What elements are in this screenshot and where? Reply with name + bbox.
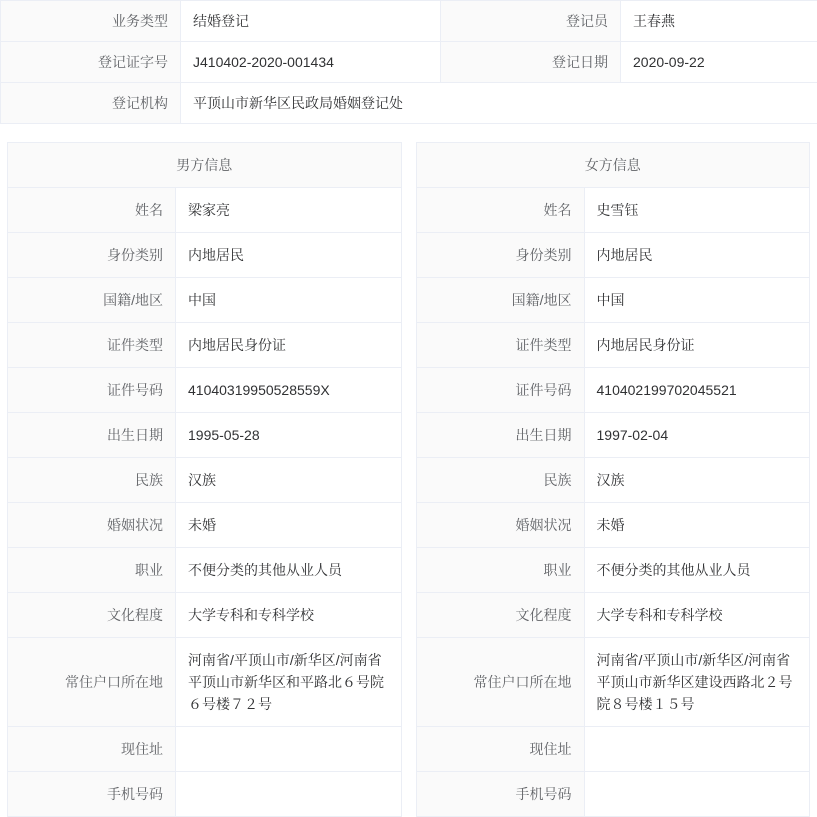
table-row — [416, 503, 810, 548]
table-row — [8, 772, 402, 817]
female-birthdate-value: 1997-02-04 — [584, 413, 810, 458]
male-birthdate-label: 出生日期 — [8, 413, 176, 458]
panel-male-title: 男方信息 — [7, 142, 402, 187]
female-occupation-value: 不便分类的其他从业人员 — [584, 548, 810, 593]
male-occupation-value: 不便分类的其他从业人员 — [176, 548, 402, 593]
male-name-label: 姓名 — [8, 188, 176, 233]
male-phone-value — [176, 772, 402, 817]
table-row — [8, 278, 402, 323]
male-info-table — [7, 187, 402, 817]
table-row — [8, 503, 402, 548]
female-id-number-value: 410402199702045521 — [584, 368, 810, 413]
male-ethnicity-label: 民族 — [8, 458, 176, 503]
table-row — [416, 593, 810, 638]
table-row — [416, 413, 810, 458]
person-panels — [0, 124, 817, 817]
panel-male — [7, 142, 402, 817]
registration-org-value: 平顶山市新华区民政局婚姻登记处 — [181, 83, 817, 124]
female-id-type-label: 证件类型 — [416, 323, 584, 368]
table-row — [416, 458, 810, 503]
business-type-label: 业务类型 — [1, 1, 181, 42]
female-info-table — [416, 187, 811, 817]
male-nationality-value: 中国 — [176, 278, 402, 323]
table-row — [8, 188, 402, 233]
table-row — [1, 42, 817, 83]
male-household-address-label: 常住户口所在地 — [8, 638, 176, 727]
registrar-value: 王春燕 — [621, 1, 817, 42]
registration-org-label: 登记机构 — [1, 83, 181, 124]
female-education-value: 大学专科和专科学校 — [584, 593, 810, 638]
table-row — [8, 323, 402, 368]
male-current-address-label: 现住址 — [8, 727, 176, 772]
female-nationality-value: 中国 — [584, 278, 810, 323]
female-current-address-label: 现住址 — [416, 727, 584, 772]
registration-date-value: 2020-09-22 — [621, 42, 817, 83]
table-row — [1, 83, 817, 124]
table-row — [8, 413, 402, 458]
female-ethnicity-label: 民族 — [416, 458, 584, 503]
table-row — [8, 233, 402, 278]
table-row — [416, 278, 810, 323]
male-identity-type-label: 身份类别 — [8, 233, 176, 278]
female-name-value: 史雪钰 — [584, 188, 810, 233]
table-row — [416, 772, 810, 817]
registration-summary-table — [0, 0, 817, 124]
panel-female — [416, 142, 811, 817]
male-id-number-label: 证件号码 — [8, 368, 176, 413]
male-ethnicity-value: 汉族 — [176, 458, 402, 503]
male-household-address-value: 河南省/平顶山市/新华区/河南省平顶山市新华区和平路北６号院６号楼７２号 — [176, 638, 402, 727]
female-birthdate-label: 出生日期 — [416, 413, 584, 458]
table-row — [8, 638, 402, 727]
registration-summary-body — [1, 1, 817, 124]
certificate-number-label: 登记证字号 — [1, 42, 181, 83]
female-id-type-value: 内地居民身份证 — [584, 323, 810, 368]
table-row — [8, 727, 402, 772]
male-birthdate-value: 1995-05-28 — [176, 413, 402, 458]
female-marital-status-label: 婚姻状况 — [416, 503, 584, 548]
female-marital-status-value: 未婚 — [584, 503, 810, 548]
male-occupation-label: 职业 — [8, 548, 176, 593]
female-current-address-value — [584, 727, 810, 772]
business-type-value: 结婚登记 — [181, 1, 441, 42]
table-row — [416, 188, 810, 233]
female-household-address-label: 常住户口所在地 — [416, 638, 584, 727]
male-identity-type-value: 内地居民 — [176, 233, 402, 278]
table-row — [8, 548, 402, 593]
table-row — [8, 368, 402, 413]
male-info-body — [8, 188, 402, 817]
female-identity-type-label: 身份类别 — [416, 233, 584, 278]
female-phone-value — [584, 772, 810, 817]
male-marital-status-label: 婚姻状况 — [8, 503, 176, 548]
male-education-label: 文化程度 — [8, 593, 176, 638]
female-info-body — [416, 188, 810, 817]
table-row — [416, 368, 810, 413]
male-name-value: 梁家亮 — [176, 188, 402, 233]
female-ethnicity-value: 汉族 — [584, 458, 810, 503]
male-current-address-value — [176, 727, 402, 772]
male-id-type-label: 证件类型 — [8, 323, 176, 368]
female-name-label: 姓名 — [416, 188, 584, 233]
table-row — [8, 458, 402, 503]
registration-date-label: 登记日期 — [441, 42, 621, 83]
male-phone-label: 手机号码 — [8, 772, 176, 817]
female-identity-type-value: 内地居民 — [584, 233, 810, 278]
male-id-number-value: 41040319950528559X — [176, 368, 402, 413]
registrar-label: 登记员 — [441, 1, 621, 42]
female-occupation-label: 职业 — [416, 548, 584, 593]
female-phone-label: 手机号码 — [416, 772, 584, 817]
table-row — [416, 548, 810, 593]
table-row — [416, 638, 810, 727]
table-row — [416, 323, 810, 368]
certificate-number-value: J410402-2020-001434 — [181, 42, 441, 83]
female-household-address-value: 河南省/平顶山市/新华区/河南省平顶山市新华区建设西路北２号院８号楼１５号 — [584, 638, 810, 727]
male-marital-status-value: 未婚 — [176, 503, 402, 548]
male-nationality-label: 国籍/地区 — [8, 278, 176, 323]
table-row — [8, 593, 402, 638]
female-nationality-label: 国籍/地区 — [416, 278, 584, 323]
panel-female-title: 女方信息 — [416, 142, 811, 187]
table-row — [416, 727, 810, 772]
female-education-label: 文化程度 — [416, 593, 584, 638]
table-row — [1, 1, 817, 42]
male-education-value: 大学专科和专科学校 — [176, 593, 402, 638]
male-id-type-value: 内地居民身份证 — [176, 323, 402, 368]
table-row — [416, 233, 810, 278]
female-id-number-label: 证件号码 — [416, 368, 584, 413]
